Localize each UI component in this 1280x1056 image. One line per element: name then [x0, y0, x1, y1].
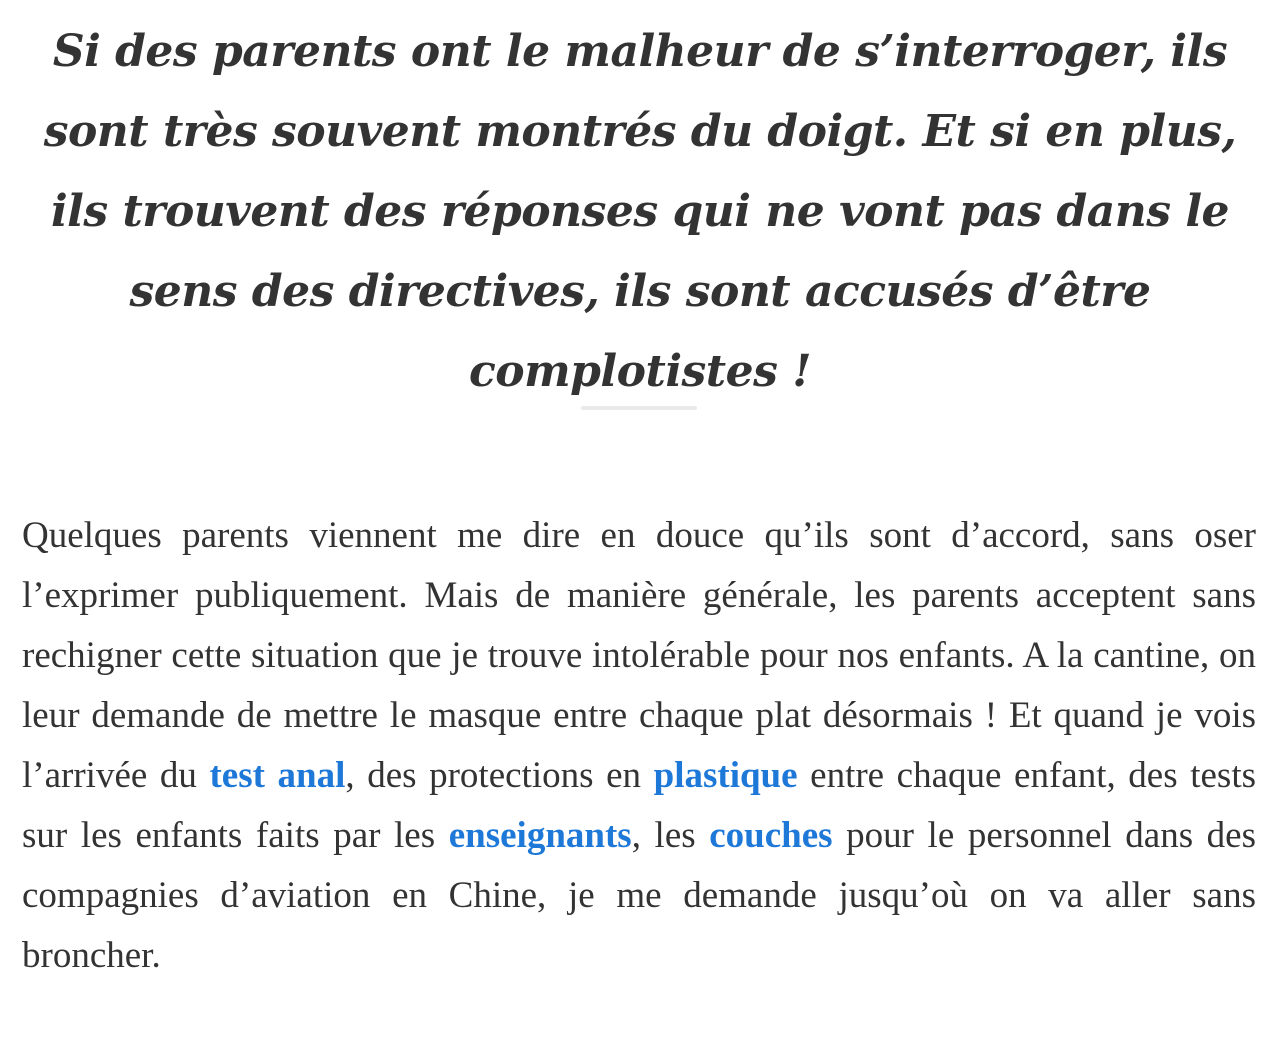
- paragraph-text: , les: [631, 815, 710, 856]
- paragraph-text: , des protections en: [345, 755, 654, 796]
- link-couches[interactable]: couches: [709, 815, 833, 856]
- paragraph-text: entre chaque enfant, des tests sur les enfants faits par les: [22, 755, 1256, 856]
- paragraph-text: pour le personnel dans des compagnies d’aviation en Chine, je me demande jusqu’où on va aller sans broncher.: [22, 815, 1256, 976]
- article-paragraph: [22, 506, 1256, 986]
- paragraph-text: Quelques parents viennent me dire en douce qu’ils sont d’accord, sans oser l’exprimer publiquement. Mais de manière générale, les parents acceptent sans rechigner cette situation que je trouve intolérable pour nos enfants. A la cantine, on leur demande de mettre le masque entre chaque plat désormais ! Et quand je vois l’arrivée du: [22, 515, 1256, 796]
- link-test-anal[interactable]: test anal: [209, 755, 346, 796]
- link-enseignants[interactable]: enseignants: [448, 815, 632, 856]
- link-plastique[interactable]: plastique: [653, 755, 798, 796]
- section-divider: [581, 406, 697, 410]
- pull-quote: Si des parents ont le malheur de s’interroger, ils sont très souvent montrés du doigt. Et si en plus, ils trouvent des réponses qui ne vont pas dans le sens des directives, ils sont accusés d’être complotistes !: [43, 26, 1237, 397]
